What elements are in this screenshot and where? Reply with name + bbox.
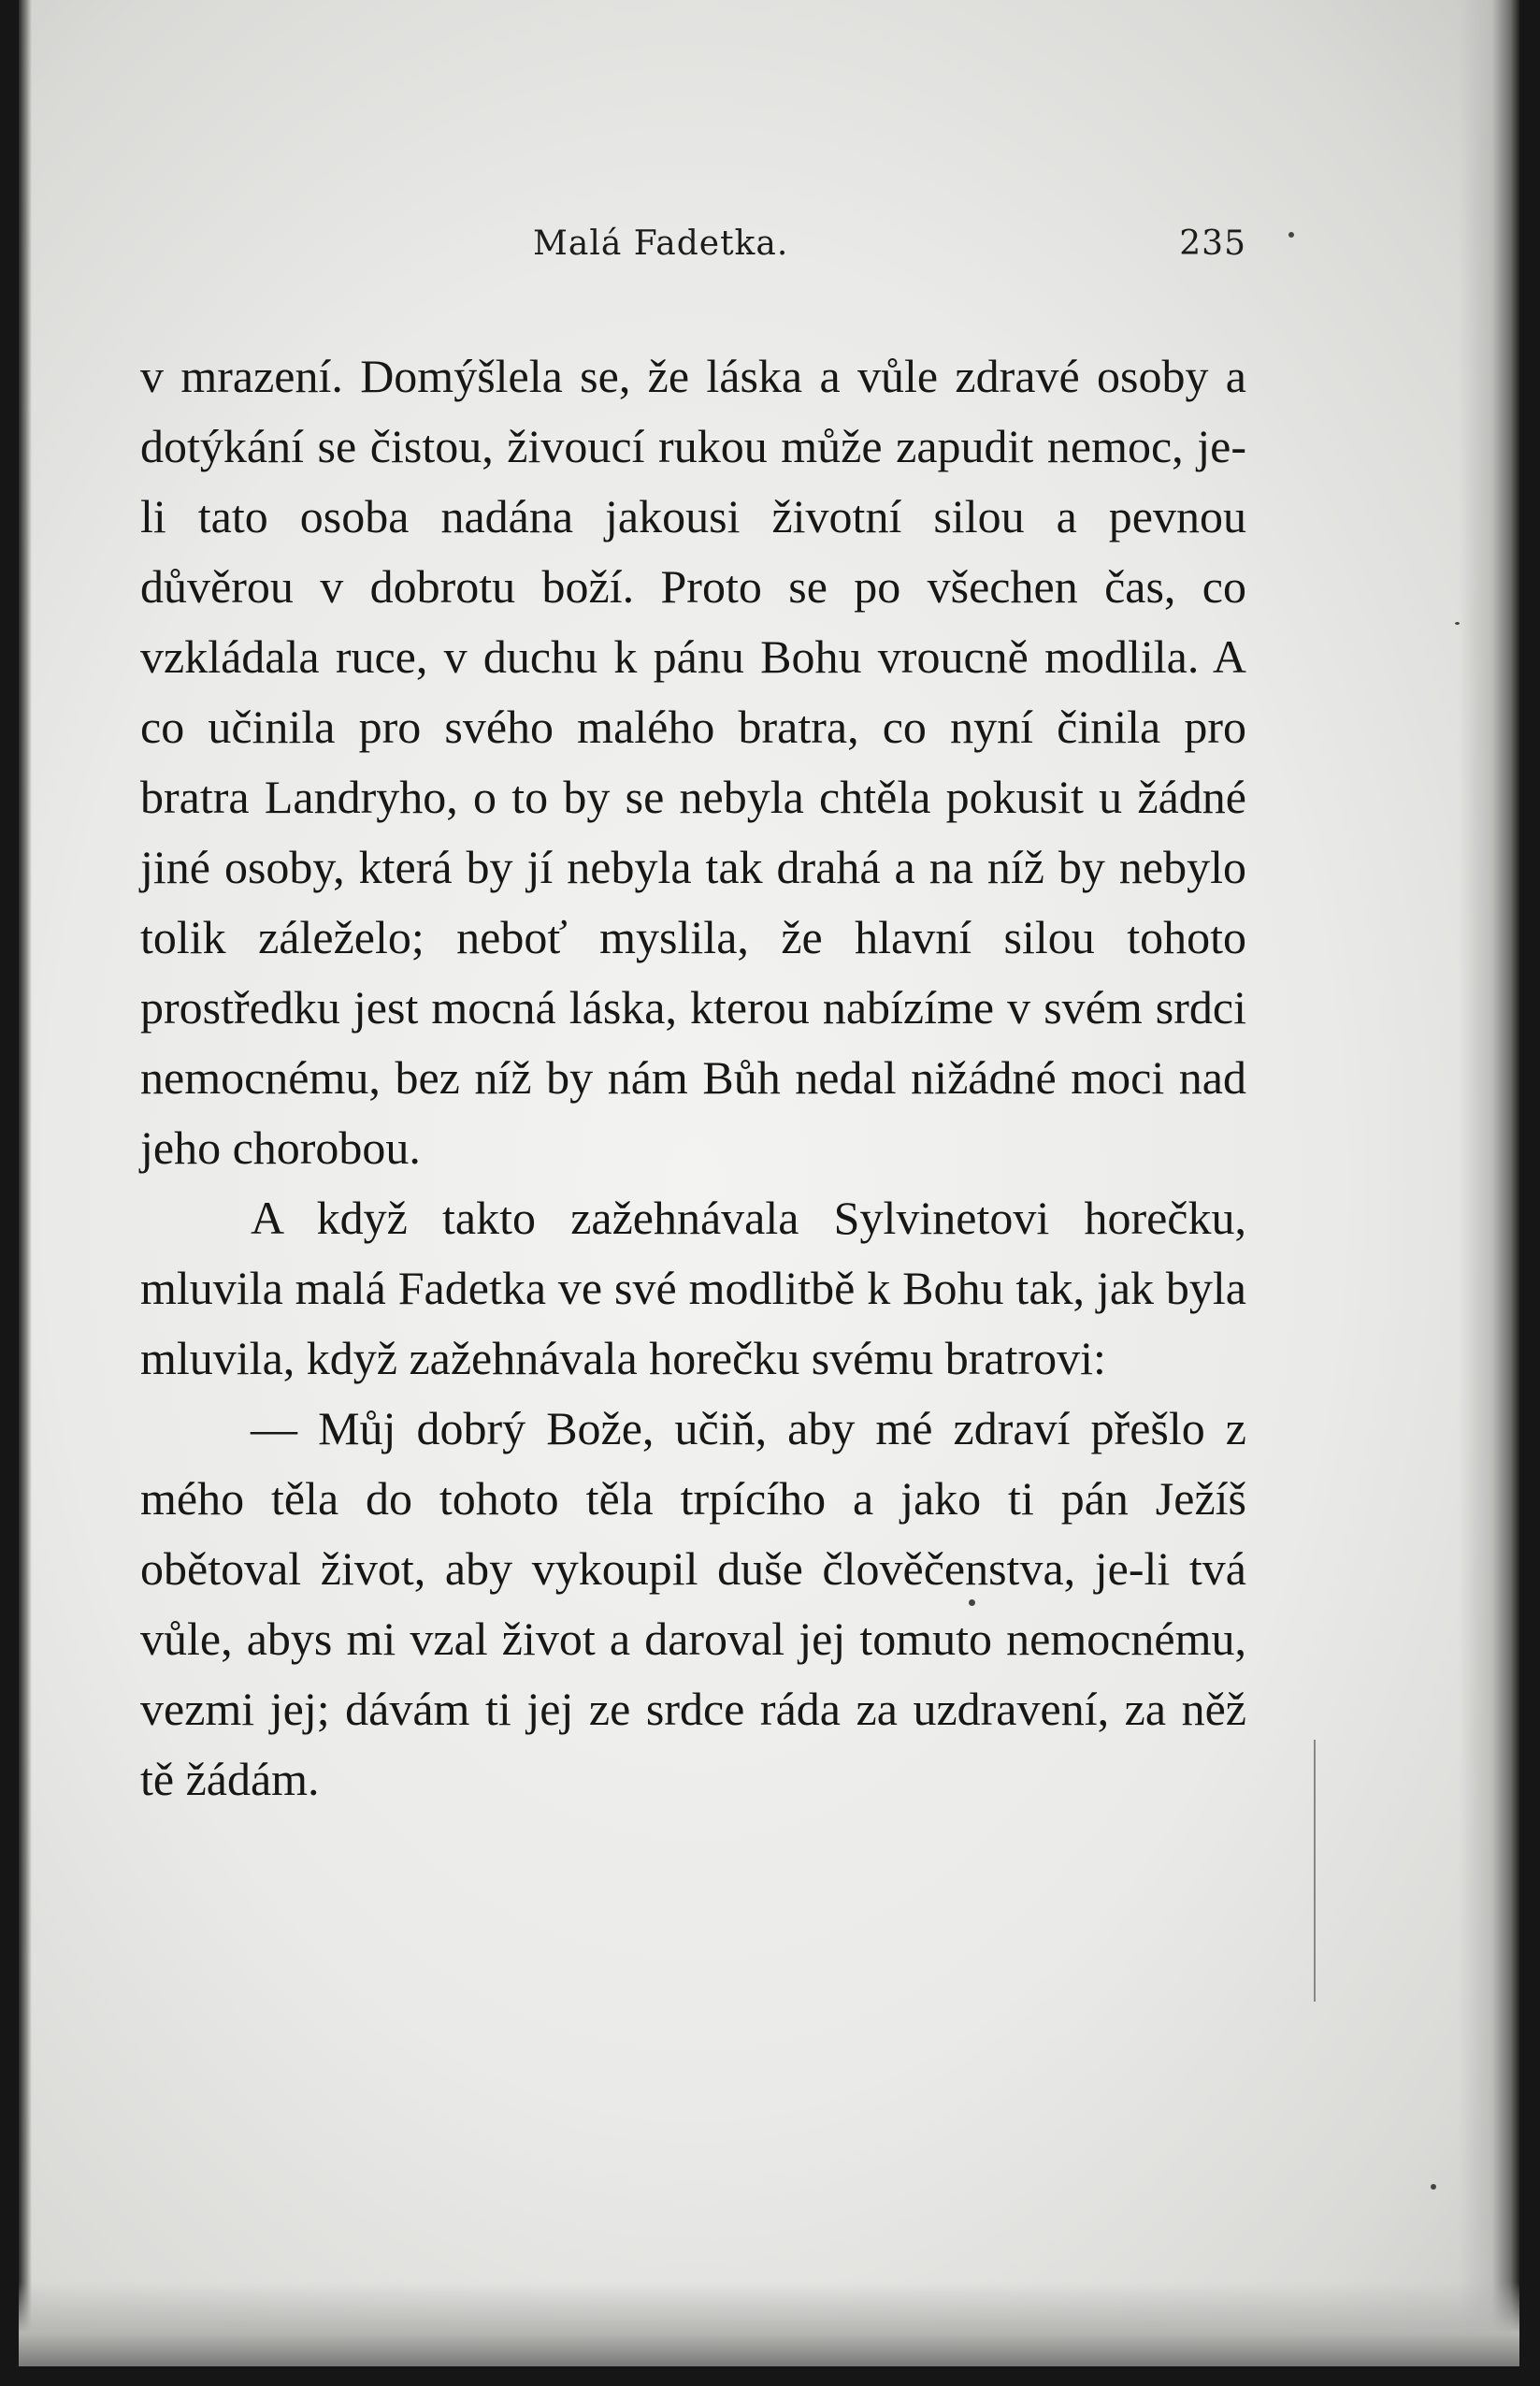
running-title: Malá Fadetka.: [533, 224, 789, 263]
page-header: [140, 224, 1246, 271]
dust-speck: [969, 1599, 975, 1606]
page-bottom-shadow: [19, 2282, 1519, 2366]
paragraph-2: A když takto zažehnávala Sylvinetovi horečku, mluvila malá Fadetka ve své modlitbě k Bohu tak, jak byla mluvila, když zažehnávala horečku svému bratrovi:: [140, 1192, 1246, 1384]
paragraph-3: — Můj dobrý Bože, učiň, aby mé zdraví přešlo z mého těla do tohoto těla trpícího a jako ti pán Ježíš obětoval život, aby vykoupil duše člověčenstva, je-li tvá vůle, abys mi vzal život a daroval jej tomuto nemocnému, vezmi jej; dávám ti jej ze srdce ráda za uzdravení, za něž tě žádám.: [140, 1402, 1246, 1805]
dust-speck: [1288, 232, 1294, 238]
paragraph-1: v mrazení. Domýšlela se, že láska a vůle zdravé osoby a dotýkání se čistou, živoucí rukou může zapudit nemoc, je-li tato osoba nadána jakousi životní silou a pevnou důvěrou v dobrotu boží. Proto se po všechen čas, co vzkládala ruce, v duchu k pánu Bohu vroucně modlila. A co učinila pro svého malého bratra, co nyní činila pro bratra Landryho, o to by se nebyla chtěla pokusit u žádné jiné osoby, která by jí nebyla tak drahá a na níž by nebylo tolik záleželo; neboť myslila, že hlavní silou tohoto prostředku jest mocná láska, kterou nabízíme v svém srdci nemocnému, bez níž by nám Bůh nedal nižádné moci nad jeho chorobou.: [140, 350, 1246, 1174]
page-number: 235: [1179, 224, 1246, 263]
dust-speck: [1431, 2184, 1436, 2190]
dust-speck: [1455, 622, 1460, 625]
margin-pencil-line: [1314, 1740, 1316, 2002]
body-text: [140, 341, 1246, 1815]
page-left-shadow: [19, 0, 32, 2366]
page-right-shadow: [1459, 0, 1519, 2366]
